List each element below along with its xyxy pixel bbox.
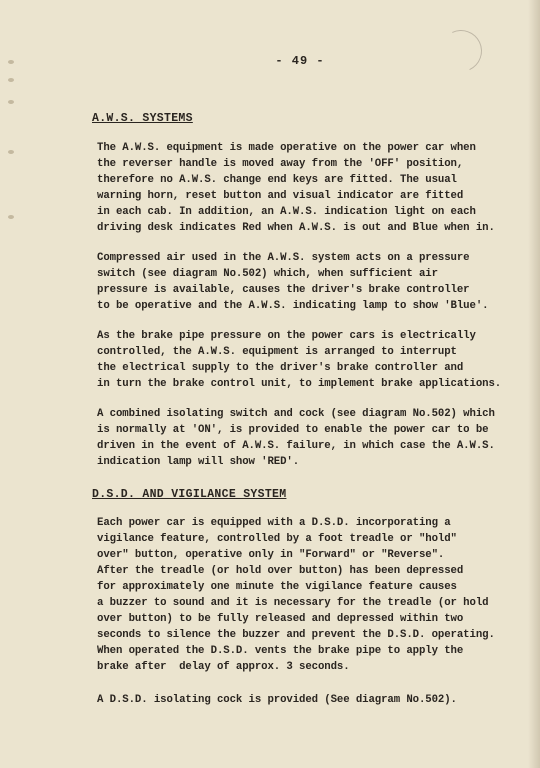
section-heading-dsd: D.S.D. AND VIGILANCE SYSTEM [92, 488, 287, 501]
paragraph-aws-2: Compressed air used in the A.W.S. system acts on a pressure switch (see diagram No.502) which, when sufficient air pressure is available, causes the driver's brake controller to be operative and the A.W.S. indicating lamp to show 'Blue'. [97, 252, 489, 312]
binding-hole [8, 100, 14, 104]
binding-hole [8, 215, 14, 219]
binding-hole [8, 150, 14, 154]
pencil-annotation [434, 24, 488, 78]
paragraph-dsd-1: Each power car is equipped with a D.S.D. incorporating a vigilance feature, controlled by a foot treadle or "hold" over" button, operative only in "Forward" or "Reverse". After the treadle (or hold over button) has been depressed for approximately one minute the vigilance feature causes a buzzer to sound and it is necessary for the treadle (or hold over button) to be fully released and depressed within two seconds to silence the buzzer and prevent the D.S.D. operating. When operated the D.S.D. vents the brake pipe to apply the brake after delay of approx. 3 seconds. [97, 517, 495, 673]
page-number: - 49 - [275, 54, 325, 68]
paragraph-aws-1: The A.W.S. equipment is made operative on the power car when the reverser handle is moved away from the 'OFF' position, therefore no A.W.S. change end keys are fitted. The usual warning horn, reset button and visual indicator are fitted in each cab. In addition, an A.W.S. indication light on each driving desk indicates Red when A.W.S. is out and Blue when in. [97, 142, 495, 234]
paragraph-aws-3: As the brake pipe pressure on the power cars is electrically controlled, the A.W.S. equipment is arranged to interrupt the electrical supply to the driver's brake controller and in turn the brake control unit, to implement brake applications. [97, 330, 502, 390]
section-heading-aws: A.W.S. SYSTEMS [92, 112, 193, 125]
paragraph-dsd-2: A D.S.D. isolating cock is provided (See diagram No.502). [97, 694, 457, 706]
paragraph-aws-4: A combined isolating switch and cock (see diagram No.502) which is normally at 'ON', is provided to enable the power car to be driven in the event of A.W.S. failure, in which case the A.W.S. indication lamp will show 'RED'. [97, 408, 495, 468]
page-edge-shadow [528, 0, 540, 768]
binding-hole [8, 78, 14, 82]
